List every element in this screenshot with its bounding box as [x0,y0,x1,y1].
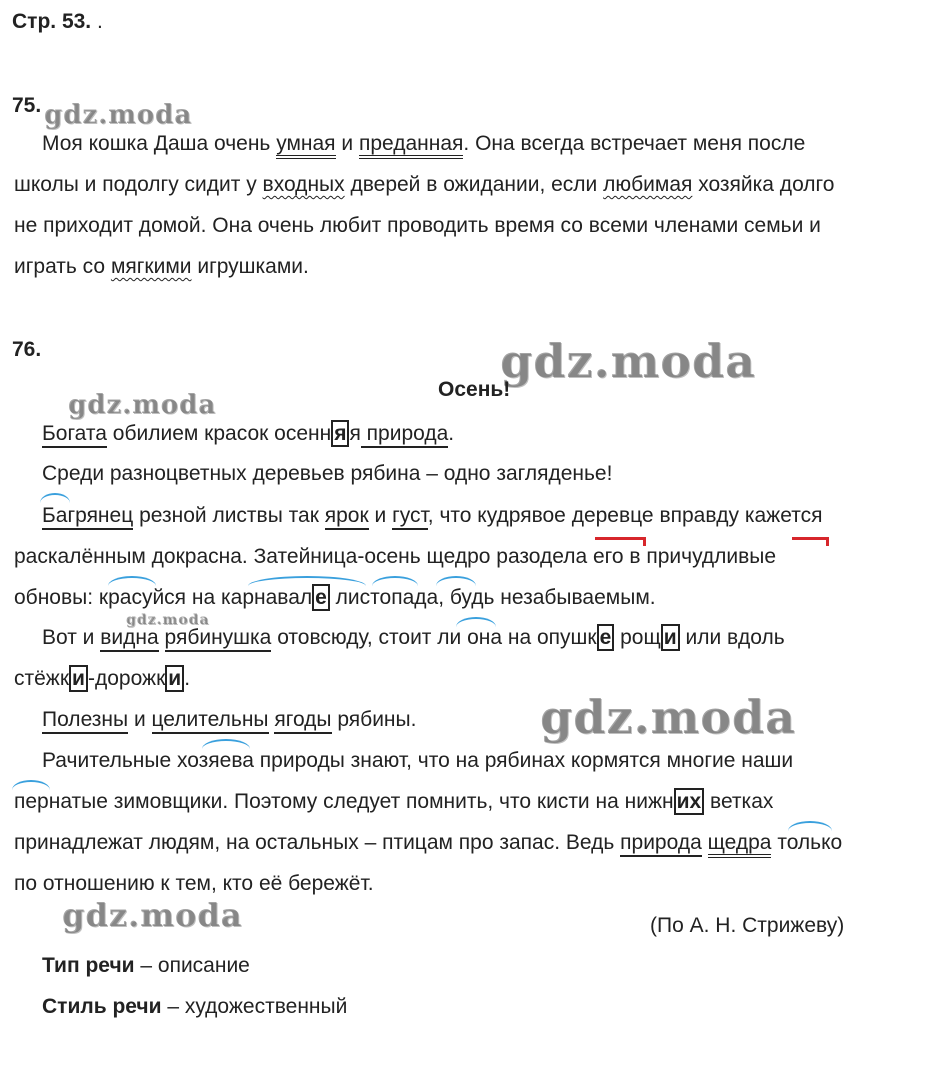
speech-type: Тип речи – описание [42,954,250,977]
exercise-number-76: 76. [12,338,42,361]
watermark: gdz.moda [68,390,217,420]
watermark: gdz.moda [44,100,193,130]
watermark: gdz.moda [540,690,796,744]
watermark: gdz.moda [62,896,243,934]
p3-line-1: Багрянец резной листвы так ярок и густ, что кудрявое деревце вправду кажется [42,503,942,529]
p6-line-2: пернатые зимовщики. Поэтому следует помнить, что кисти на нижн их ветках [14,790,774,813]
p1: Богата обилием красок осенн я я природа. [42,421,952,447]
p4-line-2: стёжк и -дорожк и . [14,667,191,690]
text-title: Осень! [438,378,511,401]
exercise-number-75: 75. [12,94,42,117]
watermark: gdz.moda [500,334,756,388]
ex75-line-3: не приходит домой. Она очень любит проводить время со всеми членами семьи и [14,214,821,237]
ex75-line-4: играть со мягкими игрушками. [14,255,309,278]
p6-line-4: по отношению к тем, кто её бережёт. [14,872,374,895]
p3-line-3: обновы: красуйся на карнавал е листопада, будь незабываемым. [14,586,656,609]
morpheme-arc [40,493,70,503]
p2: Среди разноцветных деревьев рябина – одно загляденье! [42,462,613,485]
ex75-line-2: школы и подолгу сидит у входных дверей в ожидании, если любимая хозяйка долго [14,173,835,196]
page-number: Стр. 53. . [12,10,103,33]
p3-line-2: раскалённым докрасна. Затейница-осень щедро разодела его в причудливые [14,545,777,568]
p6-line-1: Рачительные хозяева природы знают, что на рябинах кормятся многие наши [42,749,794,772]
p4-line-1: Вот и видна рябинушка отовсюду, стоит ли она на опушк е рощ и или вдоль [42,625,952,651]
p5: Полезны и целительны ягоды рябины. [42,707,952,733]
author-attribution: (По А. Н. Стрижеву) [650,914,845,937]
p6-line-3: принадлежат людям, на остальных – птицам про запас. Ведь природа щедра только [14,830,942,856]
watermark: gdz.moda [126,612,210,628]
speech-style: Стиль речи – художественный [42,995,348,1018]
ex75-line-1: Моя кошка Даша очень умная и преданная. Она всегда встречает меня после [42,131,942,157]
